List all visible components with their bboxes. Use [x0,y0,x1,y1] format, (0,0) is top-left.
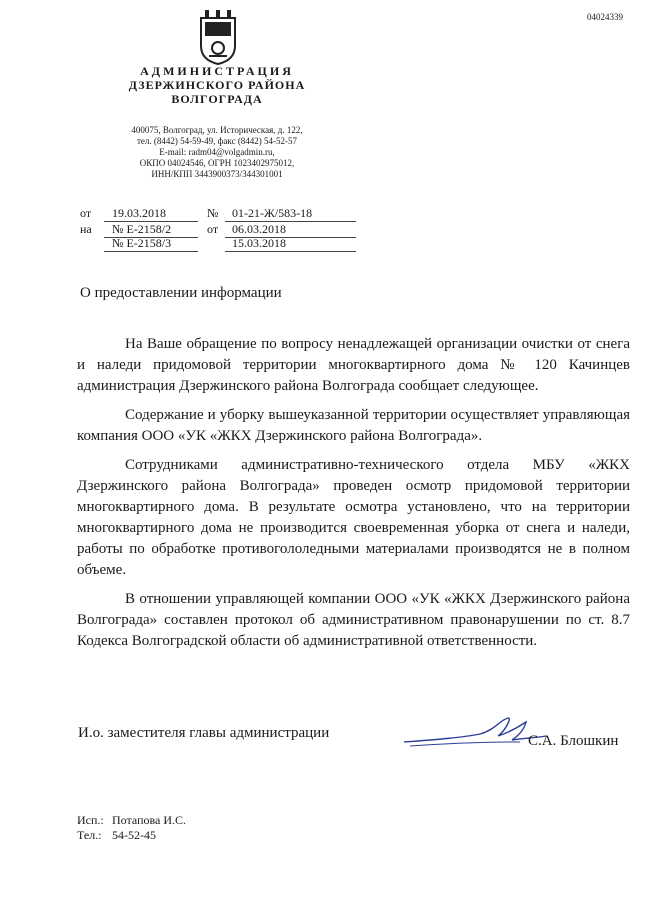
coat-of-arms-icon [197,8,239,66]
reference-label: на [80,222,92,236]
body-paragraph: Сотрудниками административно-технического отдела МБУ «ЖКХ Дзержинского района Волгограда» проведен осмотр придомовой территории многоквартирного дома. В результате осмотра установлено, что на территории многоквартирного дома не производится своевременная уборка от снега и наледи, работы по обработке противогололедными материалами производятся не в полном объеме. [77,457,630,578]
phone-label: Тел.: [77,828,102,842]
address-line: 400075, Волгоград, ул. Историческая, д. 122, [131,125,303,135]
outgoing-number: 01-21-Ж/583-18 [232,206,313,220]
date-label: от [80,206,92,220]
address-line: ОКПО 04024546, ОГРН 1023402975012, [139,158,295,168]
reference-date-1: 06.03.2018 [232,222,286,236]
reference-number-2: № Е-2158/3 [112,236,172,250]
address-line: тел. (8442) 54-59-49, факс (8442) 54-52-57 [136,136,298,146]
address-line: E-mail: radm04@volgadmin.ru, [159,147,275,157]
org-line-1: АДМИНИСТРАЦИЯ [140,64,294,78]
letter-subject: О предоставлении информации [80,285,282,301]
org-line-2: ДЗЕРЖИНСКОГО РАЙОНА [128,78,306,92]
reference-underline-2 [104,251,198,252]
reference-date-underline-2 [225,251,356,252]
reference-date-label: от [207,222,219,236]
organization-address [100,125,334,180]
signatory-title: И.о. заместителя главы администрации [78,725,330,741]
organization-title [100,64,334,106]
executor-label: Исп.: [77,813,104,827]
reference-date-2: 15.03.2018 [232,236,286,250]
executor-name: Потапова И.С. [112,813,186,827]
body-paragraph: В отношении управляющей компании ООО «УК «ЖКХ Дзержинского района Волгограда» составлен протокол об административном правонарушении по ст. 8.7 Кодекса Волгоградской области об административной ответственности. [77,591,630,649]
body-paragraph: Содержание и уборку вышеуказанной территории осуществляет управляющая компания ООО «УК «ЖКХ Дзержинского района Волгограда». [77,407,630,444]
signatory-name: С.А. Блошкин [528,733,619,749]
body-paragraph: На Ваше обращение по вопросу ненадлежащей организации очистки от снега и наледи придомовой территории многоквартирного дома № 120 Качинцев администрация Дзержинского района Волгограда сообщает следующее. [77,336,630,394]
reference-number-1: № Е-2158/2 [112,222,172,236]
document-number: 04024339 [587,12,623,22]
org-line-3: ВОЛГОГРАДА [171,92,263,106]
executor-phone: 54-52-45 [112,828,156,842]
address-line: ИНН/КПП 3443900373/344301001 [151,169,283,179]
letter-body [77,334,630,660]
outgoing-date: 19.03.2018 [112,206,166,220]
number-label: № [207,206,219,220]
